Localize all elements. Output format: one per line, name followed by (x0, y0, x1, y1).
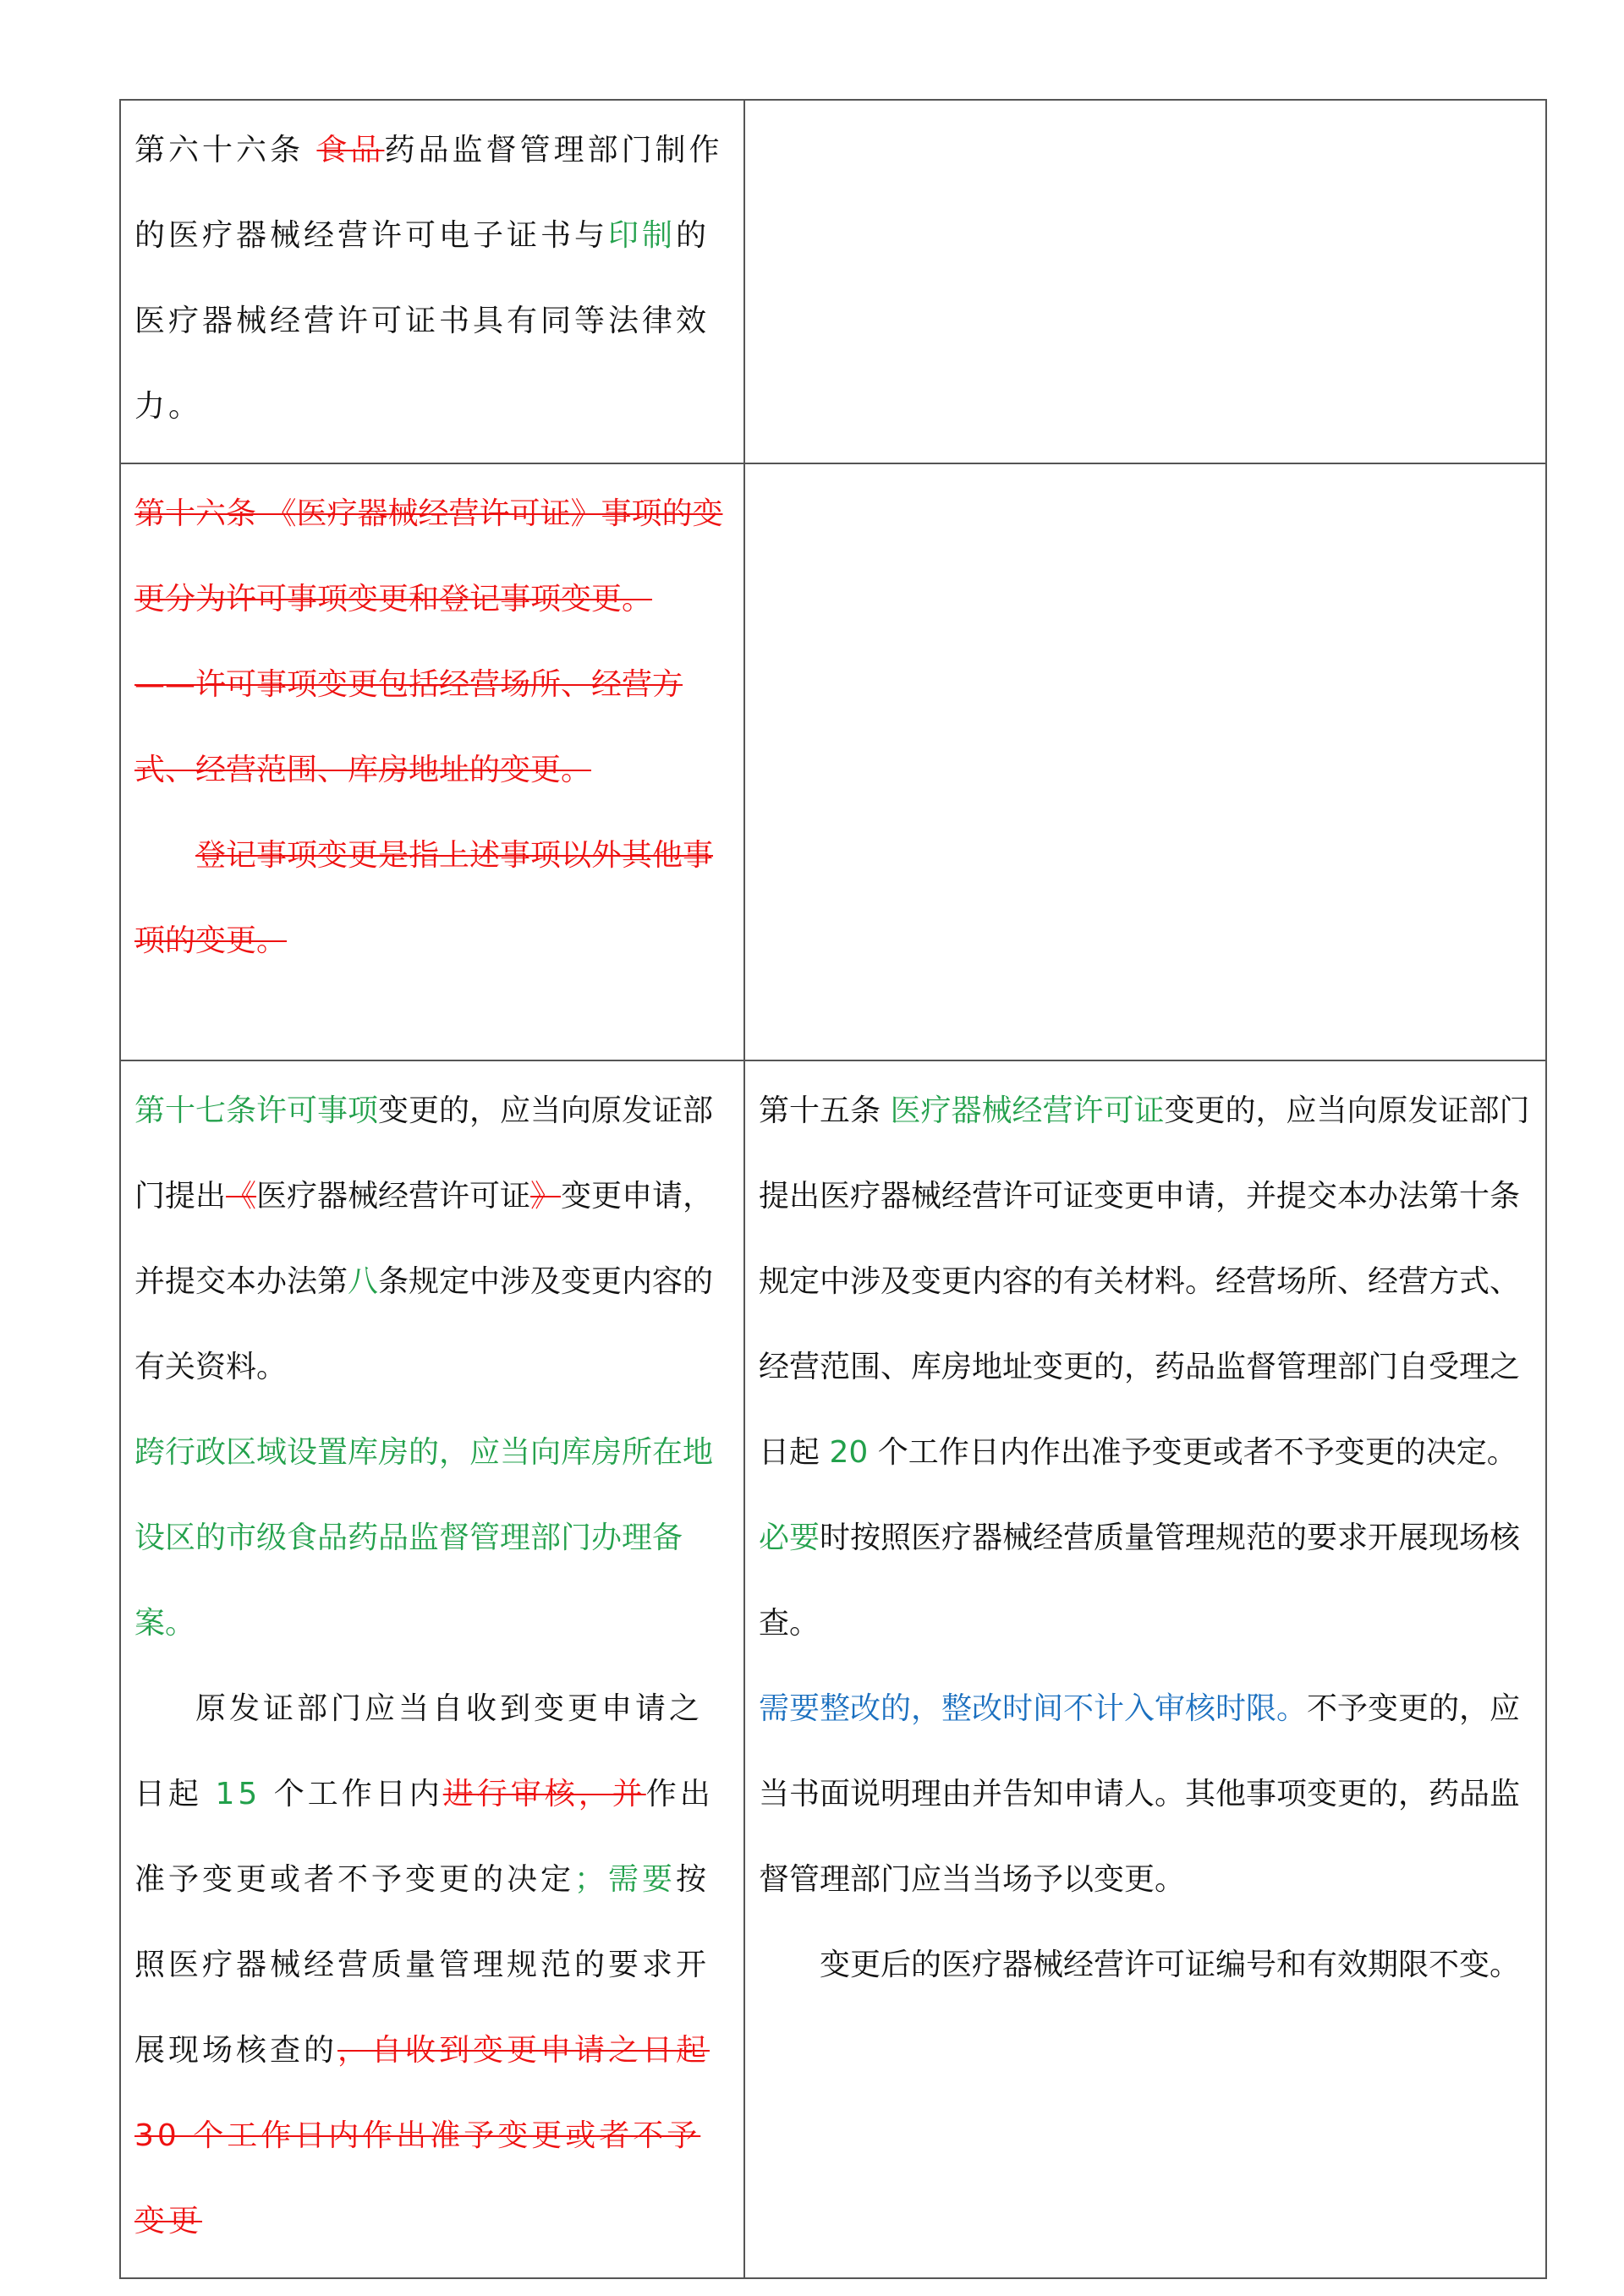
text-run: 变更的，应当向原发证部门提出 (134, 1093, 714, 1214)
comparison-table (119, 99, 1547, 2279)
article-66-paragraph (134, 107, 730, 449)
added-text: 第十七条许可事项 (134, 1093, 379, 1128)
text-run: 按照医疗器械经营质量管理规范的要求开展现场核查的 (134, 1862, 710, 2068)
table-cell-right (744, 100, 1546, 463)
article-16-paragraph: 第十六条 《医疗器械经营许可证》事项的变更分为许可事项变更和登记事项变更。 (134, 496, 723, 616)
article-16-registration-items: 登记事项变更是指上述事项以外其他事项的变更。 (134, 838, 714, 958)
text-run: 条规定中涉及变更内容的有关资料。 (134, 1264, 714, 1384)
text-run: 原发证部门应当自收到变更申请之日起 (134, 1691, 704, 1811)
table-cell-left (120, 1060, 744, 2278)
article-16-licensing-items: ——许可事项变更包括经营场所、经营方式、经营范围、库房地址的变更。 (134, 667, 683, 787)
rectification-paragraph (759, 1666, 1532, 1922)
deleted-text: 》 (530, 1179, 562, 1214)
highlighted-text: 需要整改的，整改时间不计入审核时限。 (759, 1691, 1308, 1726)
text-run: 变更的，应当向原发证部门提出医疗器械经营许可证变更申请，并提交本办法第十条规定中涉及变更内容的有关材料。经营场所、经营方式、经营范围、库房地址变更的，药品监督管理部门自受理之日起 (759, 1093, 1530, 1470)
cross-region-warehouse-paragraph: 跨行政区域设置库房的，应当向库房所在地设区的市级食品药品监督管理部门办理备案。 (134, 1435, 714, 1641)
table-row (120, 463, 1546, 1060)
table-row (120, 100, 1546, 463)
review-deadline-paragraph (134, 1666, 730, 2264)
added-text: 八 (348, 1264, 379, 1299)
deleted-text: ，自收到变更申请之日起 30 个工作日内作出准予变更或者不予变更 (134, 2033, 710, 2238)
text-run: 不予变更的，应当书面说明理由并告知申请人。其他事项变更的，药品监督管理部门应当当场予以变更。 (759, 1691, 1521, 1897)
text-run: 第六十六条 (134, 133, 317, 167)
text-run: 第十五条 (759, 1093, 891, 1128)
added-text: 印制 (608, 218, 677, 253)
added-text: ；需要 (574, 1862, 677, 1897)
text-run: 作出准予变更或者不予变更的决定 (134, 1777, 714, 1897)
article-15-paragraph (759, 1068, 1532, 1666)
license-number-validity-paragraph: 变更后的医疗器械经营许可证编号和有效期限不变。 (820, 1948, 1521, 1982)
text-run: 的医疗器械经营许可证书具有同等法律效力。 (134, 218, 710, 424)
text-run: 变更申请，并提交本办法第 (134, 1179, 714, 1299)
added-text: 20 (829, 1435, 869, 1470)
table-cell-right (744, 1060, 1546, 2278)
table-cell-left (120, 463, 744, 1060)
article-17-paragraph (134, 1068, 730, 1410)
text-run: 药品监督管理部门制作的医疗器械经营许可电子证书与 (134, 133, 723, 253)
added-text: 医疗器械经营许可证 (890, 1093, 1165, 1128)
text-run: 医疗器械经营许可证 (256, 1179, 531, 1214)
text-run: 个工作日内作出准予变更或者不予变更的决定。 (868, 1435, 1517, 1470)
table-cell-left (120, 100, 744, 463)
text-run: 个工作日内 (261, 1777, 443, 1811)
table-cell-right (744, 463, 1546, 1060)
deleted-text: 进行审核，并 (442, 1777, 646, 1811)
deleted-text: 《 (226, 1179, 257, 1214)
deleted-text: 食品 (316, 133, 385, 167)
table-row (120, 1060, 1546, 2278)
added-text: 必要 (759, 1521, 820, 1555)
added-text: 15 (215, 1777, 261, 1811)
text-run: 时按照医疗器械经营质量管理规范的要求开展现场核查。 (759, 1521, 1521, 1641)
